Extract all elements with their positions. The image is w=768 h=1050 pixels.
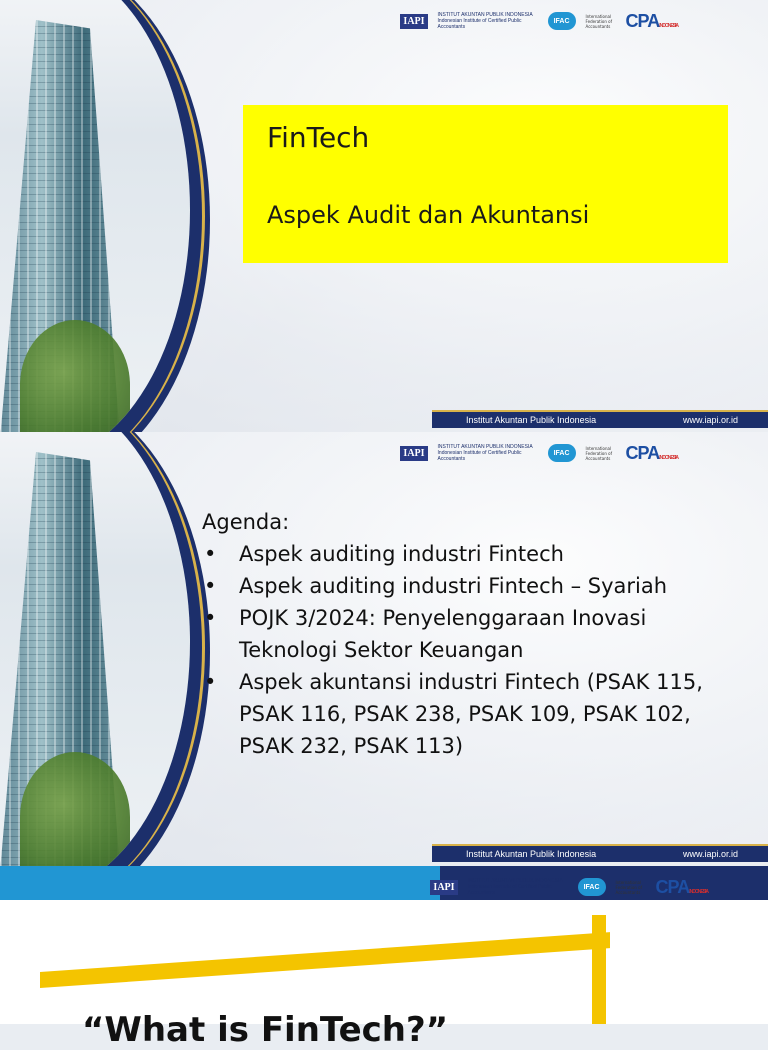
agenda-list bbox=[202, 538, 722, 762]
top-band-accent bbox=[0, 866, 440, 900]
footer-bar bbox=[432, 844, 768, 862]
iapi-name bbox=[438, 12, 538, 30]
footer-bar bbox=[432, 410, 768, 428]
footer-org: Institut Akuntan Publik Indonesia bbox=[466, 849, 597, 859]
ifac-logo: IFAC bbox=[578, 878, 606, 896]
cpa-logo bbox=[656, 877, 708, 898]
iapi-name bbox=[468, 878, 568, 896]
header-logos bbox=[430, 874, 708, 900]
agenda-block bbox=[202, 506, 722, 762]
slide-subtitle: Aspek Audit dan Akuntansi bbox=[267, 201, 590, 229]
ifac-logo: IFAC bbox=[548, 444, 576, 462]
slide-1 bbox=[0, 0, 768, 432]
cpa-logo bbox=[626, 443, 678, 464]
slide3-quote: “What is FinTech?” bbox=[82, 1010, 449, 1050]
cpa-country: INDONESIA bbox=[659, 22, 678, 29]
iapi-name-id: INSTITUT AKUNTAN PUBLIK INDONESIA bbox=[437, 12, 533, 18]
agenda-heading: Agenda: bbox=[202, 510, 290, 534]
header-logos bbox=[400, 440, 678, 466]
ifac-name: International Federation of Accountants bbox=[585, 13, 612, 29]
ifac-logo: IFAC bbox=[548, 12, 576, 30]
cpa-country: INDONESIA bbox=[659, 454, 678, 461]
agenda-item: • POJK 3/2024: Penyelenggaraan Inovasi Teknologi Sektor Keuangan bbox=[202, 602, 722, 666]
footer-url: www.iapi.or.id bbox=[682, 849, 738, 859]
cpa-logo bbox=[626, 11, 678, 32]
agenda-item: • Aspek auditing industri Fintech – Syariah bbox=[202, 570, 722, 602]
title-box bbox=[243, 105, 728, 263]
iapi-name-id: INSTITUT AKUNTAN PUBLIK INDONESIA bbox=[467, 878, 563, 884]
cpa-mark: CPA bbox=[625, 442, 660, 463]
header-logos bbox=[400, 8, 678, 34]
yellow-frame-right bbox=[592, 915, 606, 1024]
cpa-mark: CPA bbox=[625, 10, 660, 31]
agenda-item: • Aspek auditing industri Fintech bbox=[202, 538, 722, 570]
iapi-name-id: INSTITUT AKUNTAN PUBLIK INDONESIA bbox=[437, 444, 533, 450]
agenda-item: • Aspek akuntansi industri Fintech (PSAK 115, PSAK 116, PSAK 238, PSAK 109, PSAK 102, PSAK 232, PSAK 113) bbox=[202, 666, 722, 762]
iapi-logo: IAPI bbox=[430, 880, 457, 895]
slide-3 bbox=[0, 866, 768, 1024]
cpa-mark: CPA bbox=[655, 876, 690, 897]
ifac-name: International Federation of Accountants bbox=[615, 879, 642, 895]
footer-url: www.iapi.or.id bbox=[682, 415, 738, 425]
tree-image bbox=[20, 320, 130, 432]
tree-image bbox=[20, 752, 130, 866]
iapi-logo: IAPI bbox=[400, 446, 427, 461]
slide-title: FinTech bbox=[267, 121, 370, 154]
iapi-logo: IAPI bbox=[400, 14, 427, 29]
ifac-name: International Federation of Accountants bbox=[585, 445, 612, 461]
footer-org: Institut Akuntan Publik Indonesia bbox=[466, 415, 597, 425]
iapi-name bbox=[438, 444, 538, 462]
iapi-name-en: Indonesian Institute of Certified Public Accountants bbox=[437, 18, 522, 30]
iapi-name-en: Indonesian Institute of Certified Public Accountants bbox=[437, 450, 522, 462]
cpa-country: INDONESIA bbox=[689, 888, 708, 895]
iapi-name-en: Indonesian Institute of Certified Public Accountants bbox=[467, 884, 552, 896]
